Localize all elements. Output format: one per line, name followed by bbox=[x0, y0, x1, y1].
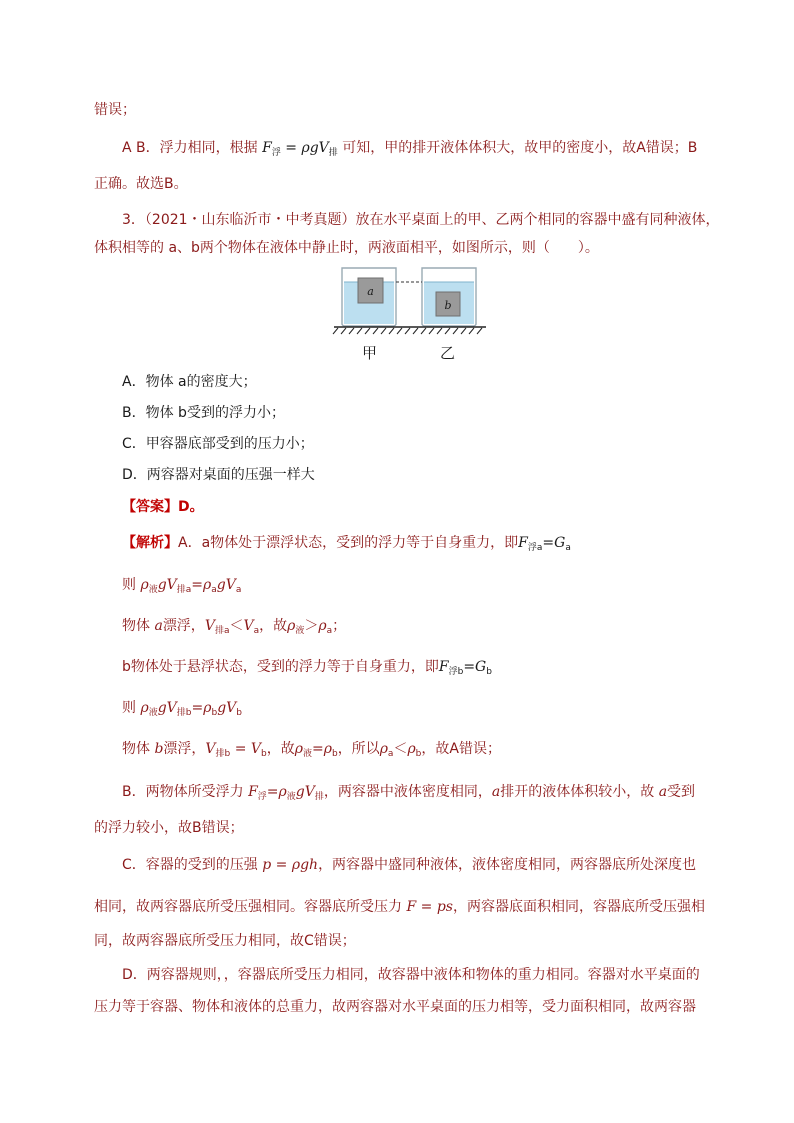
figure-label-yi: 乙 bbox=[440, 344, 456, 362]
option-a: A．物体 a的密度大； bbox=[122, 374, 257, 390]
formula: $\rho_液gV_{排a}=\rho_agV_a$ bbox=[140, 577, 242, 595]
option-c: C．甲容器底部受到的压力小； bbox=[122, 436, 314, 452]
svg-text:b: b bbox=[444, 299, 452, 312]
analysis-heading: 【解析】 bbox=[122, 535, 178, 551]
analysis-line: C．容器的受到的压强 p = ρgh，两容器中盛同种液体，液体密度相同，两容器底所处深度也 bbox=[122, 857, 697, 873]
option-b: B．物体 b受到的浮力小； bbox=[122, 405, 285, 421]
option-d: D．两容器对桌面的压强一样大 bbox=[122, 467, 315, 483]
text-line: A B．浮力相同，根据 $F_浮 = \rho gV_排$ 可知，甲的排开液体体积大，故甲的密度小，故A错误；B bbox=[122, 140, 698, 158]
figure-label-jia: 甲 bbox=[362, 344, 378, 362]
formula: $F_{浮b}=G_b$ bbox=[438, 659, 492, 677]
analysis-line: 的浮力较小，故B错误； bbox=[94, 820, 244, 836]
analysis-line: 物体 a漂浮，$V_{排a}<V_a$，故$\rho_液>\rho_a$； bbox=[122, 618, 347, 636]
svg-text:a: a bbox=[367, 285, 374, 298]
analysis-line: 【解析】A．a物体处于漂浮状态，受到的浮力等于自身重力，即$F_{浮a}=G_a$ bbox=[122, 535, 571, 553]
container-yi bbox=[422, 268, 476, 326]
analysis-line: 物体 b漂浮，$V_{排b} = V_b$，故$\rho_液=\rho_b$，所以$\rho_a<\rho_b$，故A错误； bbox=[122, 741, 501, 759]
analysis-line: D．两容器规则，，容器底所受压力相同，故容器中液体和物体的重力相同。容器对水平桌面的 bbox=[122, 967, 700, 983]
buoyancy-formula: $F_浮 = \rho gV_排$ bbox=[262, 140, 338, 158]
analysis-line: b物体处于悬浮状态，受到的浮力等于自身重力，即$F_{浮b}=G_b$ bbox=[122, 659, 492, 677]
analysis-line: B．两物体所受浮力 $F_浮=\rho_液gV_排$，两容器中液体密度相同，a排开的液体体积较小，故 a受到 bbox=[122, 784, 696, 802]
text-line: 正确。故选B。 bbox=[94, 176, 188, 192]
formula: $\rho_液gV_{排b}=\rho_bgV_b$ bbox=[140, 700, 242, 718]
answer-line: 【答案】D。 bbox=[122, 499, 204, 515]
analysis-line: 压力等于容器、物体和液体的总重力，故两容器对水平桌面的压力相等，受力面积相同，故两容器 bbox=[94, 999, 696, 1015]
text-line: 错误； bbox=[94, 102, 136, 118]
question-stem: 体积相等的 a、b两个物体在液体中静止时，两液面相平，如图所示，则（ ）。 bbox=[94, 240, 599, 256]
formula: $F_{浮a}=G_a$ bbox=[518, 535, 571, 553]
analysis-line: 相同，故两容器底所受压强相同。容器底所受压力 F = ps，两容器底面积相同，容器底所受压强相 bbox=[94, 899, 705, 915]
containers-figure bbox=[332, 266, 488, 360]
container-jia bbox=[342, 268, 396, 326]
analysis-line: 则 $\rho_液gV_{排a}=\rho_agV_a$ bbox=[122, 577, 242, 595]
analysis-line: 同，故两容器底所受压力相同，故C错误； bbox=[94, 933, 356, 949]
question-stem: 3．（2021・山东临沂市・中考真题）放在水平桌面上的甲、乙两个相同的容器中盛有同种液体， bbox=[122, 212, 720, 228]
analysis-line: 则 $\rho_液gV_{排b}=\rho_bgV_b$ bbox=[122, 700, 242, 718]
